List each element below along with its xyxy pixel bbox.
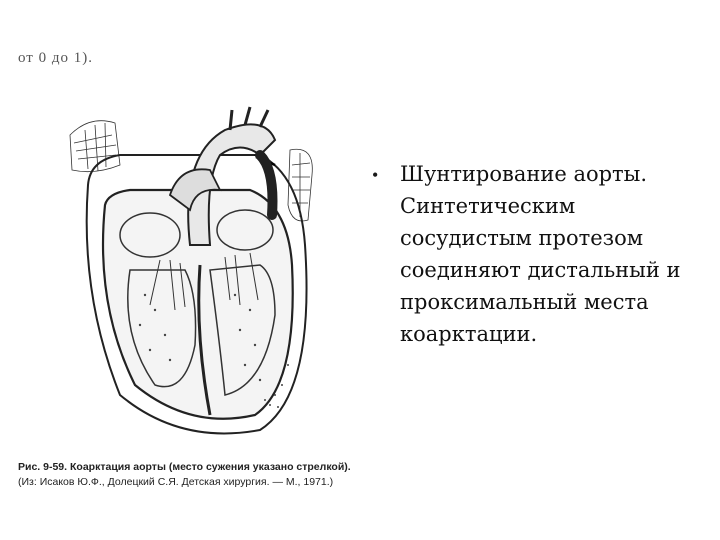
heart-illustration (60, 95, 330, 440)
bullet-marker: • (372, 165, 379, 185)
figure-number: Рис. 9-59. (18, 461, 68, 473)
figure-source: (Из: Исаков Ю.Ф., Долецкий С.Я. Детская хирургия. — М., 1971.) (18, 476, 334, 488)
clipped-text-fragment: от 0 до 1). (18, 50, 93, 66)
figure-title: Коарктация аорты (место сужения указано стрелкой). (70, 461, 351, 473)
figure-caption (18, 460, 363, 490)
left-lung-tissue (70, 121, 120, 172)
bullet-text: Шунтирование аорты. Синтетическим сосудистым протезом соединяют дистальный и проксимальный места коарктации. (400, 162, 681, 346)
